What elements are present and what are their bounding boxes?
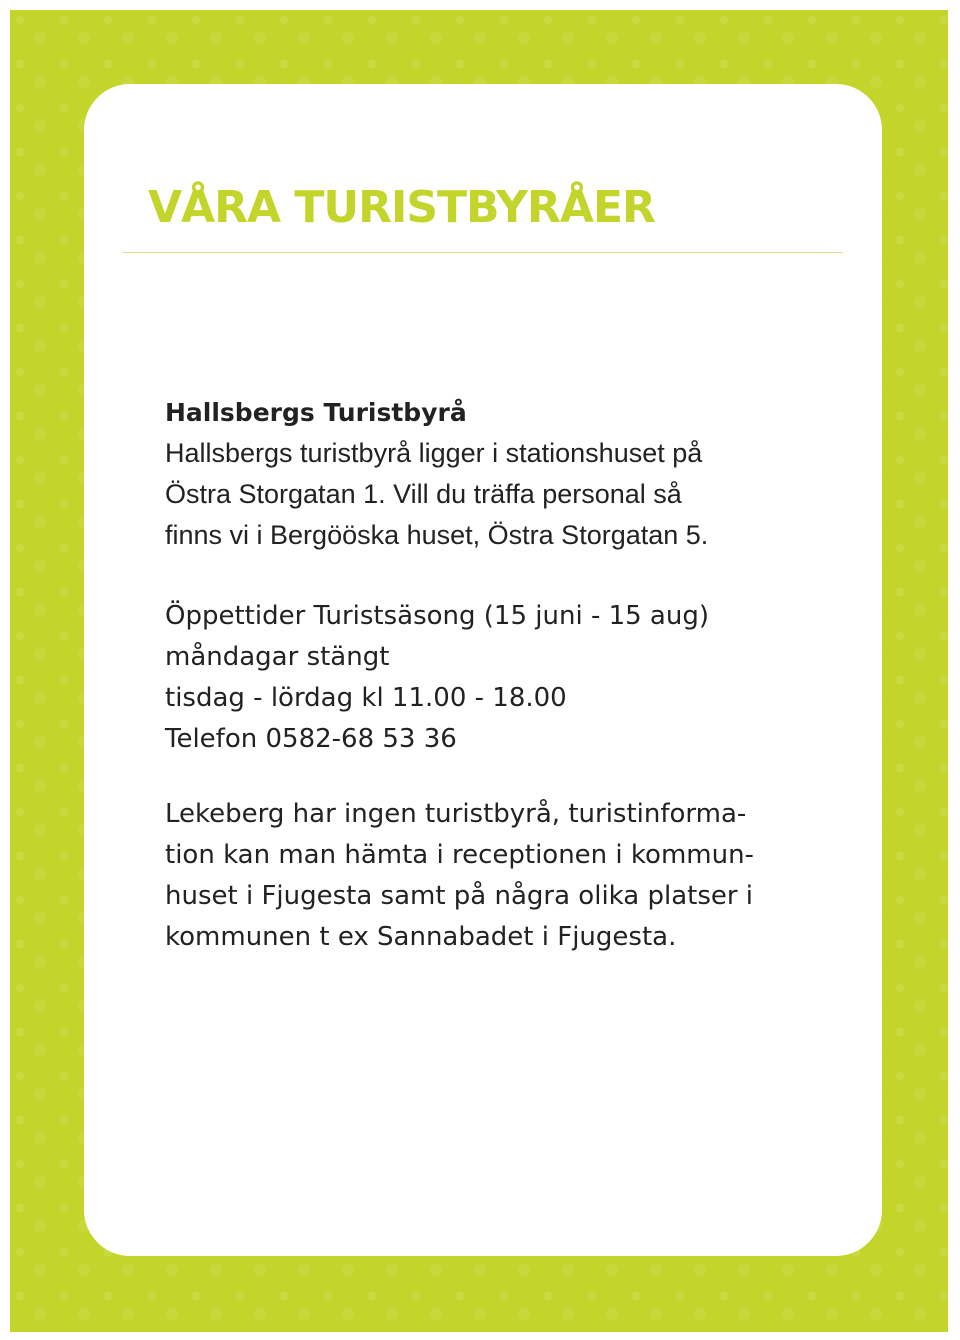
page-title: VÅRA TURISTBYRÅER <box>148 182 655 233</box>
hallsberg-text-line: finns vi i Bergööska huset, Östra Storgatan 5. <box>165 520 709 550</box>
hallsberg-text-line: Östra Storgatan 1. Vill du träffa personal så <box>165 479 682 509</box>
lekeberg-text-line: tion kan man hämta i receptionen i kommun- <box>165 840 754 870</box>
hallsberg-section <box>165 392 708 556</box>
season-line: Öppettider Turistsäsong (15 juni - 15 aug) <box>165 601 709 631</box>
lekeberg-text-line: kommunen t ex Sannabadet i Fjugesta. <box>165 922 677 952</box>
phone-line: Telefon 0582-68 53 36 <box>165 724 457 754</box>
hallsberg-text-line: Hallsbergs turistbyrå ligger i stationshuset på <box>165 438 703 468</box>
weekday-hours-line: tisdag - lördag kl 11.00 - 18.00 <box>165 683 567 713</box>
monday-line: måndagar stängt <box>165 642 390 672</box>
lekeberg-text-line: Lekeberg har ingen turistbyrå, turistinforma- <box>165 799 747 829</box>
opening-hours-section <box>165 596 709 760</box>
title-divider <box>123 252 843 253</box>
lekeberg-text-line: huset i Fjugesta samt på några olika platser i <box>165 881 754 911</box>
lekeberg-section <box>165 794 754 958</box>
hallsberg-heading: Hallsbergs Turistbyrå <box>165 398 467 427</box>
